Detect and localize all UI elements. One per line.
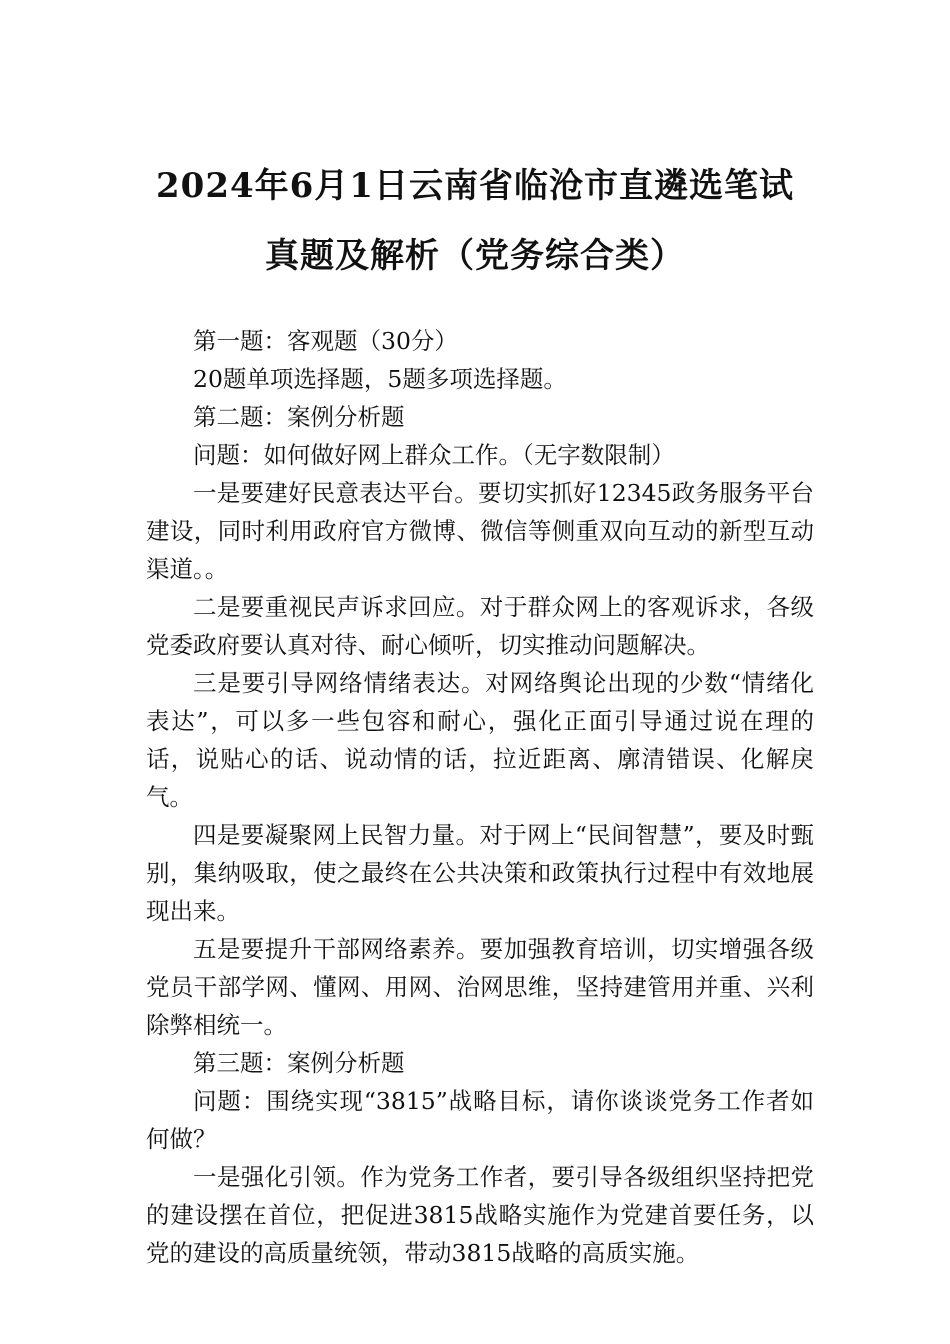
paragraph: 五是要提升干部网络素养。要加强教育培训，切实增强各级党员干部学网、懂网、用网、治网思维，坚持建管用并重、兴利除弊相统一。 xyxy=(146,935,814,1039)
question-text: 问题：如何做好网上群众工作。（无字数限制） xyxy=(193,441,675,469)
paragraph: 四是要凝聚网上民智力量。对于网上“民间智慧”，要及时甄别，集纳吸取，使之最终在公共决策和政策执行过程中有效地展现出来。 xyxy=(146,821,814,925)
paragraph: 三是要引导网络情绪表达。对网络舆论出现的少数“情绪化表达”，可以多一些包容和耐心，强化正面引导通过说在理的话，说贴心的话、说动情的话，拉近距离、廓清错误、化解戾气。 xyxy=(146,669,814,811)
document-title-line-1: 2024年6月1日云南省临沧市直遴选笔试 xyxy=(156,166,794,206)
paragraph: 二是要重视民声诉求回应。对于群众网上的客观诉求，各级党委政府要认真对待、耐心倾听，切实推动问题解决。 xyxy=(146,593,814,659)
section-heading-2: 第二题：案例分析题 xyxy=(193,403,405,431)
question-text: 问题：围绕实现“3815”战略目标，请你谈谈党务工作者如何做？ xyxy=(146,1087,814,1153)
paragraph: 20题单项选择题，5题多项选择题。 xyxy=(193,365,567,393)
document-title-line-2: 真题及解析（党务综合类） xyxy=(265,236,685,276)
paragraph: 一是要建好民意表达平台。要切实抓好12345政务服务平台建设，同时利用政府官方微博、微信等侧重双向互动的新型互动渠道。。 xyxy=(146,479,814,583)
document-body xyxy=(146,322,814,1272)
section-heading-1: 第一题：客观题（30分） xyxy=(193,327,458,355)
paragraph: 一是强化引领。作为党务工作者，要引导各级组织坚持把党的建设摆在首位，把促进3815战略实施作为党建首要任务，以党的建设的高质量统领，带动3815战略的高质实施。 xyxy=(146,1163,814,1267)
section-heading-3: 第三题：案例分析题 xyxy=(193,1049,405,1077)
